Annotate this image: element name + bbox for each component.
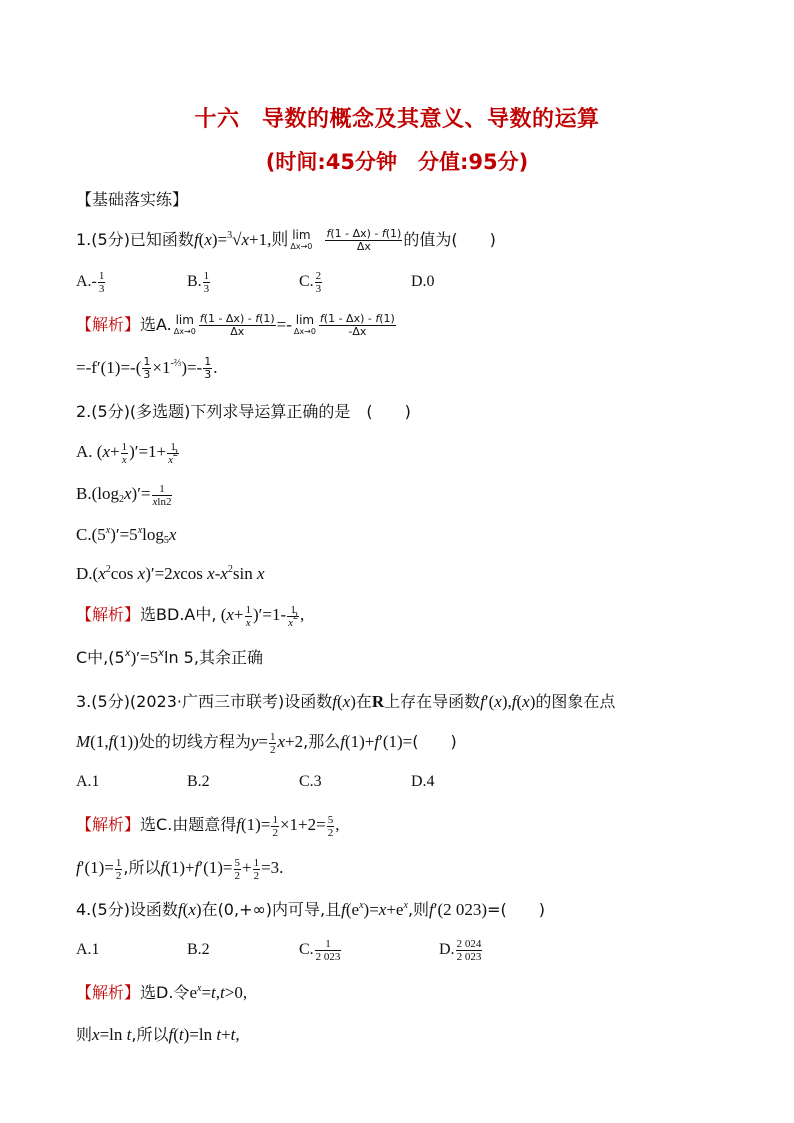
q4-solution-cont: 则x=ln t,所以f(t)=ln t+t, <box>76 1025 240 1044</box>
q3-option-c: C.3 <box>299 773 322 790</box>
q2-stem: 2.(5分)(多选题)下列求导运算正确的是 ( ) <box>76 402 411 421</box>
q4-stem: 4.(5分)设函数f(x)在(0,+∞)内可导,且$f(e^x)=x+e^x$,则f′(2 023)=( ) <box>76 900 545 919</box>
q1-solution: 【解析】选A. lim Δx→0 $\frac{f(1 - \Delta x) - f(1)}{\Delta x}$ =- lim Δx→0 $\frac{f(1 - \Delta x) - f(1)}{-\Delta x}$ <box>76 312 395 338</box>
q1-option-a: A.- $\frac{1}{3}$ <box>76 270 105 295</box>
q1-option-d: D.0 <box>411 273 435 290</box>
q4-option-c: C. $\frac{1}{2 023}$ <box>299 938 341 963</box>
q4-option-a: A.1 <box>76 941 100 958</box>
q3-option-a: A.1 <box>76 773 100 790</box>
q2-solution: 【解析】选BD.A中, (x+ $\frac{1}{x}$ )′=1- $\frac{1}{x^2}$ , <box>76 603 305 629</box>
page-subtitle: (时间:45分钟 分值:95分) <box>265 150 529 174</box>
q4-option-b: B.2 <box>187 941 210 958</box>
q2-option-c: $C.(5^x)'=5^x\log_5x$ <box>76 525 177 546</box>
section-heading: 【基础落实练】 <box>76 190 189 209</box>
q2-solution-cont: C中$,(5^x)'=5^x\ln$ 5,其余正确 <box>76 648 263 667</box>
solution-tag: 【解析】 <box>76 315 141 334</box>
q1-option-b: B. $\frac{1}{3}$ <box>187 270 210 295</box>
q4-solution: 【解析】选D.令$e^x=t,t>0$, <box>76 983 248 1002</box>
limit-symbol: lim Δx→0 <box>290 227 313 251</box>
q3-stem-cont: M(1,f(1))处的切线方程为y= $\frac{1}{2}$ x+2,那么f(1)+f′(1)=( ) <box>76 730 457 756</box>
q3-option-b: B.2 <box>187 773 210 790</box>
page-title: 十六 导数的概念及其意义、导数的运算 <box>194 107 600 132</box>
q1-stem: 1.(5分)已知函数f(x)=$^3$√x+1,则 lim Δx→0 $\frac{f(1 - \Delta x) - f(1)}{\Delta x}$ 的值为( ) <box>76 227 496 253</box>
q3-stem: 3.(5分)(2023·广西三市联考)设函数f(x)在R上存在导函数f′(x),f(x)的图象在点 <box>76 692 616 711</box>
solution-tag: 【解析】 <box>76 983 141 1002</box>
q2-option-d: $D.(x^2\cos$ x)′=2xcos $x-x^2\sin$ x <box>76 564 265 583</box>
q4-option-d: D. $\frac{2 024}{2 023}$ <box>439 938 482 963</box>
q1-option-c: C. $\frac{2}{3}$ <box>299 270 322 295</box>
q2-option-b: $B.(\log_2x)'=$ $\frac{1}{xln2}$ <box>76 482 172 508</box>
fraction: $\frac{f(1 - \Delta x) - f(1)}{\Delta x}$ <box>326 227 402 253</box>
solution-tag: 【解析】 <box>76 815 141 834</box>
solution-tag: 【解析】 <box>76 605 141 624</box>
q3-solution-cont: f′(1)= $\frac{1}{2}$ ,所以f(1)+f′(1)= $\frac{5}{2}$ + $\frac{1}{2}$ =3. <box>76 856 284 882</box>
q2-option-a: A. (x+ $\frac{1}{x}$ )′=1+ $\frac{1}{x^2}$ <box>76 440 179 466</box>
q1-solution-cont: =-f′(1)=-( $\frac{1}{3}$ $\times 1^{-\frac{2}{3}})=-$ $\frac{1}{3}$ . <box>76 355 218 381</box>
q3-option-d: D.4 <box>411 773 435 790</box>
q3-solution: 【解析】选C.由题意得f(1)= $\frac{1}{2}$ ×1+2= $\frac{5}{2}$ , <box>76 813 340 839</box>
